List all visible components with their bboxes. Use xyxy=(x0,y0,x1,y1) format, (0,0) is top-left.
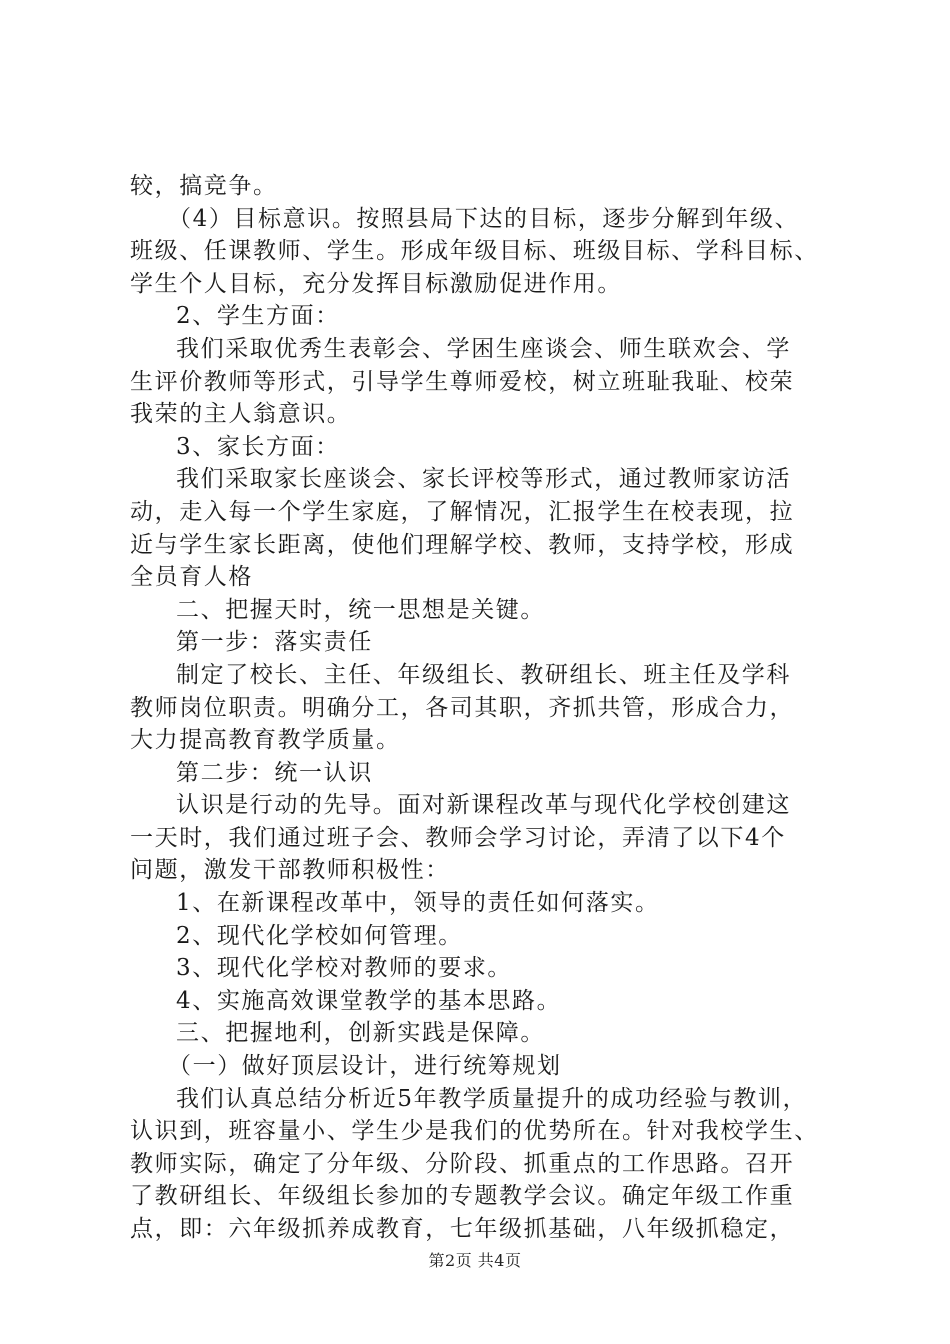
text-line: 三、把握地利，创新实践是保障。 xyxy=(176,1020,545,1047)
text-line: 我荣的主人翁意识。 xyxy=(130,401,352,428)
text-line: 了教研组长、年级组长参加的专题教学会议。确定年级工作重 xyxy=(130,1183,795,1210)
text-line: 班级、任课教师、学生。形成年级目标、班级目标、学科目标、 xyxy=(130,238,819,265)
text-line: 动，走入每一个学生家庭，了解情况，汇报学生在校表现，拉 xyxy=(130,498,795,525)
text-line: 制定了校长、主任、年级组长、教研组长、班主任及学科 xyxy=(176,661,791,688)
text-line: 我们采取优秀生表彰会、学困生座谈会、师生联欢会、学 xyxy=(176,335,791,362)
page-number-footer: 第2页 共4页 xyxy=(428,1251,522,1270)
text-line: 2、学生方面： xyxy=(176,303,340,330)
body-text xyxy=(130,170,830,1246)
text-line: 生评价教师等形式，引导学生尊师爱校，树立班耻我耻、校荣 xyxy=(130,368,795,395)
text-line: 我们认真总结分析近5年教学质量提升的成功经验与教训， xyxy=(176,1085,808,1112)
text-line: 一天时，我们通过班子会、教师会学习讨论，弄清了以下4个 xyxy=(130,824,786,851)
text-line: 2、现代化学校如何管理。 xyxy=(176,922,463,949)
text-line: 教师岗位职责。明确分工，各司其职，齐抓共管，形成合力， xyxy=(130,694,795,721)
text-line: 全员育人格 xyxy=(130,564,253,591)
text-line: 学生个人目标，充分发挥目标激励促进作用。 xyxy=(130,270,622,297)
text-line: 4、实施高效课堂教学的基本思路。 xyxy=(176,987,562,1014)
text-line: 近与学生家长距离，使他们理解学校、教师，支持学校，形成 xyxy=(130,531,795,558)
text-line: 认识是行动的先导。面对新课程改革与现代化学校创建这 xyxy=(176,792,791,819)
text-line: 3、现代化学校对教师的要求。 xyxy=(176,955,513,982)
text-line: 我们采取家长座谈会、家长评校等形式，通过教师家访活 xyxy=(176,466,791,493)
text-line: 二、把握天时，统一思想是关键。 xyxy=(176,596,545,623)
text-line: 点，即：六年级抓养成教育，七年级抓基础，八年级抓稳定， xyxy=(130,1216,795,1242)
text-line: 3、家长方面： xyxy=(176,433,340,460)
text-line: 认识到，班容量小、学生少是我们的优势所在。针对我校学生、 xyxy=(130,1118,819,1145)
text-line: 大力提高教育教学质量。 xyxy=(130,727,401,754)
text-line: 第一步：落实责任 xyxy=(176,629,373,656)
text-line: 问题，激发干部教师积极性： xyxy=(130,857,450,884)
text-line: （4）目标意识。按照县局下达的目标，逐步分解到年级、 xyxy=(168,205,800,232)
text-line: 教师实际，确定了分年级、分阶段、抓重点的工作思路。召开 xyxy=(130,1150,795,1177)
text-line: 较，搞竞争。 xyxy=(130,173,278,199)
text-line: 第二步：统一认识 xyxy=(176,759,373,786)
text-line: 1、在新课程改革中，领导的责任如何落实。 xyxy=(176,890,660,917)
text-line: （一）做好顶层设计，进行统筹规划 xyxy=(168,1053,562,1080)
